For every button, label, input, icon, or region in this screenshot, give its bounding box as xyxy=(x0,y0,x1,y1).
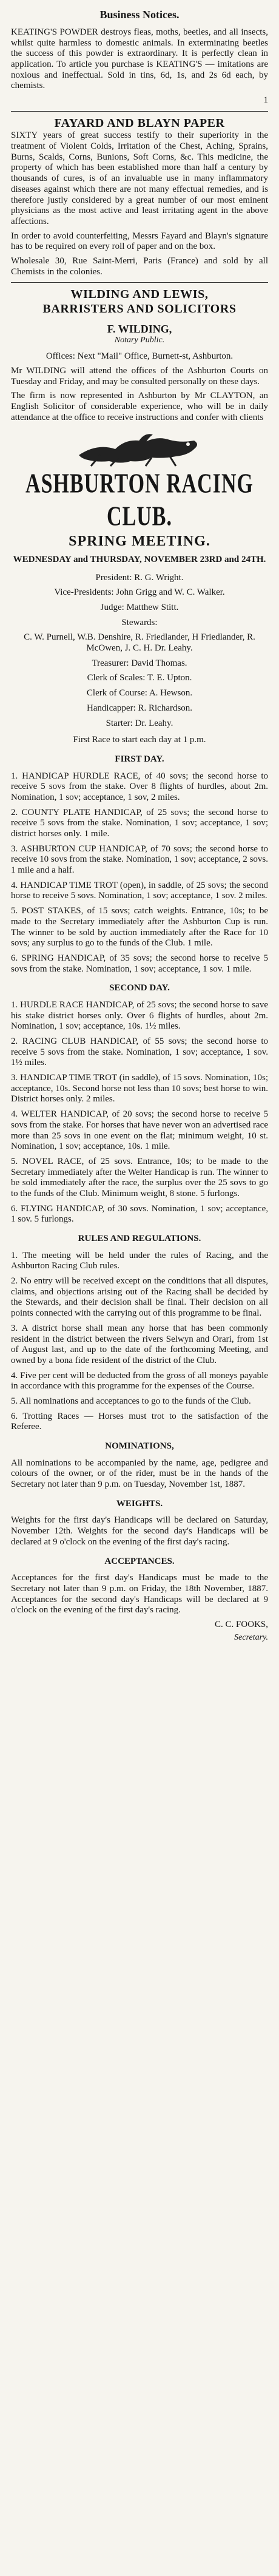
official-handicapper: Handicapper: R. Richardson. xyxy=(86,703,193,713)
fayard-body-3: Wholesale 30, Rue Saint-Merri, Paris (France) and sold by all Chemists in the colonies. xyxy=(11,255,268,277)
rule-item: 3. A district horse shall mean any horse that has been commonly resident in the district between the rivers Selwyn and Orari, from 1st of August last, and up to the date of the forthcoming Meeting, and owned by a bona fide resident of the district of the Club. xyxy=(11,1323,268,1365)
day2-races xyxy=(11,1000,268,1225)
official-stewards-label: Stewards: xyxy=(121,617,158,627)
secretary-name: C. C. FOOKS, xyxy=(215,1619,268,1629)
divider xyxy=(11,111,268,112)
keatings-ad xyxy=(11,27,268,106)
weights-title: WEIGHTS. xyxy=(116,1498,163,1509)
wilding-ad xyxy=(11,288,268,423)
racing-ad xyxy=(11,468,268,1643)
day2-race: 3. HANDICAP TIME TROT (in saddle), of 15 sovs. Nomination, 10s; acceptance, 10s. Second horse not less than 10 sovs; best horse to win. District horses only. 2 miles. xyxy=(11,1073,268,1104)
official-clerk-course: Clerk of Course: A. Hewson. xyxy=(86,688,193,698)
day1-race: 5. POST STAKES, of 15 sovs; catch weights. Entrance, 10s; to be made to the Secretary immediately after the Ashburton Cup is run. The winner to be sold by auction immediately after the Race for 10 sovs; any surplus to go to the funds of the Club. 1 mile. xyxy=(11,906,268,948)
first-race-time: First Race to start each day at 1 p.m. xyxy=(73,735,206,745)
official-starter: Starter: Dr. Leahy. xyxy=(106,718,173,728)
day1-race: 2. COUNTY PLATE HANDICAP, of 25 sovs; the second horse to receive 5 sovs from the stake. Nomination, 1 sov; acceptance, 1 sov; district horses only. 1 mile. xyxy=(11,807,268,839)
rule-item: 1. The meeting will be held under the rules of Racing, and the Ashburton Racing Club rules. xyxy=(11,1250,268,1271)
fayard-body-2: In order to avoid counterfeiting, Messrs Fayard and Blayn's signature has to be required on every roll of paper and on the box. xyxy=(11,231,268,252)
rules-list xyxy=(11,1251,268,1433)
racing-club-title: ASHBURTON RACING CLUB. xyxy=(25,468,254,532)
day1-race: 3. ASHBURTON CUP HANDICAP, of 70 sovs; the second horse to receive 10 sovs from the stake. Nomination, 1 sov; acceptance, 2 sovs. 1 mile and a half. xyxy=(11,843,268,876)
day1-race: 4. HANDICAP TIME TROT (open), in saddle, of 25 sovs; the second horse to receive 5 sovs. Nomination, 1 sov; acceptance, 1 sov. 2 miles. xyxy=(11,880,268,901)
horse-illustration xyxy=(11,428,268,470)
racing-dates: WEDNESDAY and THURSDAY, NOVEMBER 23RD and 24TH. xyxy=(13,554,266,564)
day1-races xyxy=(11,771,268,975)
page-header: Business Notices. xyxy=(99,8,180,21)
wilding-title-1: WILDING AND LEWIS, xyxy=(70,288,209,302)
official-vice-presidents: Vice-Presidents: John Grigg and W. C. Walker. xyxy=(54,587,225,598)
fayard-ad xyxy=(11,117,268,278)
racehorse-icon xyxy=(73,431,206,467)
secretary-role: Secretary. xyxy=(234,1632,268,1642)
wilding-body-1: Mr WILDING will attend the offices of the Ashburton Courts on Tuesday and Friday, and may be consulted personally on these days. xyxy=(11,365,268,387)
racing-meeting-title: SPRING MEETING. xyxy=(69,533,210,549)
wilding-title-2: BARRISTERS AND SOLICITORS xyxy=(42,302,237,316)
fayard-body-1: SIXTY years of great success testify to their superiority in the treatment of Violent Colds, Irritation of the Chest, Aching, Sprains, Burns, Scalds, Corns, Bunions, Soft Corns, &c. This medicine, the property of which has been established more than half a century by thousands of cures, is of an invaluable use in many inflammatory diseases against which there are not many effectual remedies, and is therefore justly considered by a great number of our most eminent physicians as the most active and least irritating agent in the above affections. xyxy=(11,130,268,226)
day2-race: 4. WELTER HANDICAP, of 20 sovs; the second horse to receive 5 sovs from the stake. For horses that have never won an advertised race more than 25 sovs in one event on the flat; minimum weight, 10 st. Nomination, 1 sov; acceptance, 10s. 1 mile. xyxy=(11,1109,268,1152)
day2-title: SECOND DAY. xyxy=(109,983,170,993)
day2-race: 6. FLYING HANDICAP, of 30 sovs. Nomination, 1 sov; acceptance, 1 sov. 5 furlongs. xyxy=(11,1203,268,1225)
day2-race: 2. RACING CLUB HANDICAP, of 55 sovs; the second horse to receive 5 sovs from the stake. Nomination, 1 sov; acceptance, 1 sov. 1½ miles. xyxy=(11,1036,268,1068)
divider xyxy=(11,282,268,283)
day1-race: 1. HANDICAP HURDLE RACE, of 40 sovs; the second horse to receive 5 sovs from the stake. Over 8 flights of hurdles, about 2m. Nomination, 1 sov; acceptance, 1 sov, 2 miles. xyxy=(11,771,268,802)
official-president: President: R. G. Wright. xyxy=(95,572,184,583)
wilding-body-2: The firm is now represented in Ashburton by Mr CLAYTON, an English Solicitor of considerable experience, who will be in daily attendance at the office to receive instructions and confer with clients xyxy=(11,391,268,422)
acceptances-body: Acceptances for the first day's Handicaps must be made to the Secretary not later than 9 p.m. on Friday, the 18th November, 1887. Acceptances for the second day's Handicaps will be declared at 9 o'clock on the evening of the first day's racing. xyxy=(11,1573,268,1615)
rule-item: 5. All nominations and acceptances to go to the funds of the Club. xyxy=(11,1396,251,1406)
rule-item: 6. Trotting Races — Horses must trot to the satisfaction of the Referee. xyxy=(11,1411,268,1432)
fayard-title: FAYARD AND BLAYN PAPER xyxy=(54,116,225,130)
wilding-name: F. WILDING, xyxy=(107,322,172,335)
official-stewards: C. W. Purnell, W.B. Denshire, R. Friedlander, H Friedlander, R. McOwen, J. C. H. Dr. Leahy. xyxy=(24,632,255,654)
official-judge: Judge: Matthew Stitt. xyxy=(100,603,179,612)
wilding-offices: Offices: Next "Mail" Office, Burnett-st, Ashburton. xyxy=(45,351,234,362)
day1-title: FIRST DAY. xyxy=(115,754,164,764)
official-treasurer: Treasurer: David Thomas. xyxy=(92,658,187,668)
racing-officials xyxy=(11,573,268,729)
nominations-title: NOMINATIONS, xyxy=(105,1441,174,1451)
day2-race: 1. HURDLE RACE HANDICAP, of 25 sovs; the second horse to save his stake district horses only. Over 6 flights of hurdles, about 2m. Nomination, 1 sov; acceptance, 10s. 1½ miles. xyxy=(11,999,268,1032)
wilding-role: Notary Public. xyxy=(114,335,165,345)
official-clerk-scales: Clerk of Scales: T. E. Upton. xyxy=(87,673,192,683)
day2-race: 5. NOVEL RACE, of 25 sovs. Entrance, 10s; to be made to the Secretary immediately after the Welter Handicap is run. The winner to be sold immediately after the race, the surplus over the 25 sovs to go to the funds of the Club. Minimum weight, 8 stone. 5 furlongs. xyxy=(11,1156,268,1198)
day1-race: 6. SPRING HANDICAP, of 35 sovs; the second horse to receive 5 sovs from the stake. Nomination, 1 sov; acceptance, 1 sov. 1 mile. xyxy=(11,953,268,974)
keatings-body: KEATING'S POWDER destroys fleas, moths, beetles, and all insects, whilst quite harmless to domestic animals. In exterminating beetles the success of this powder is extraordinary. It is perfectly clean in application. To article you purchase is KEATING'S — imitations are noxious and ineffectual. Sold in tins, 6d, 1s, and 2s 6d each, by chemists. xyxy=(11,27,268,91)
rules-title: RULES AND REGULATIONS. xyxy=(78,1234,201,1243)
rule-item: 4. Five per cent will be deducted from the gross of all moneys payable in accordance with this programme for the expenses of the Course. xyxy=(11,1370,268,1391)
keatings-code: 1 xyxy=(263,95,268,106)
nominations-body: All nominations to be accompanied by the name, age, pedigree and colours of the owner, or of the rider, must be in the hands of the Secretary not later than 9 p.m. on Tuesday, November 1st, 1887. xyxy=(11,1458,268,1490)
acceptances-title: ACCEPTANCES. xyxy=(104,1556,175,1566)
weights-body: Weights for the first day's Handicaps will be declared on Saturday, November 12th. Weights for the second day's Handicaps will be declared at 9 o'clock on the evening of the first day's racing. xyxy=(11,1515,268,1547)
rule-item: 2. No entry will be received except on the conditions that all disputes, claims, and objections arising out of the Racing shall be decided by the Stewards, and their decision shall be final. Their decision on all points connected with the carrying out of this programme to be final. xyxy=(11,1276,268,1319)
